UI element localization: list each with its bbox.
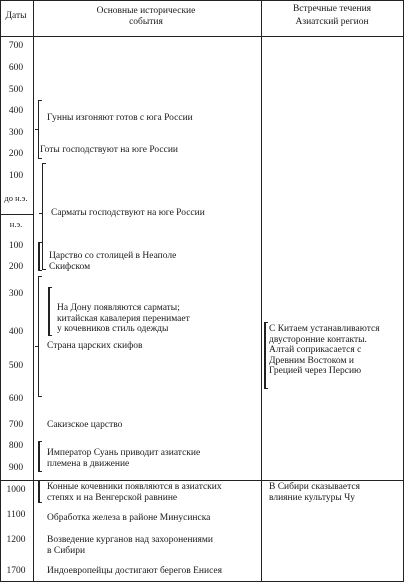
header-events-line1: Основные исторические — [96, 6, 196, 16]
date-cell: 100 — [8, 241, 24, 251]
header-events — [32, 6, 260, 28]
header-divider — [1, 36, 403, 37]
event-sakiz: Сакизское царство — [47, 420, 123, 430]
date-cell: 1200 — [6, 535, 26, 545]
date-cell: 400 — [8, 106, 24, 116]
counter-china-contacts: С Китаем устанавливаются двусторонние контакты. Алтай соприкасается с Древним Востоком и Грецией через Персию — [269, 324, 380, 376]
date-cell: 800 — [8, 441, 24, 451]
date-cell: 900 — [8, 463, 24, 473]
event-sarmatians: Сарматы господствуют на юге России — [51, 208, 205, 218]
date-cell: 400 — [8, 327, 24, 337]
date-cell: 500 — [8, 85, 24, 95]
date-cell: 700 — [8, 420, 24, 430]
event-neapolis: Царство со столицей в Неаполе Скифском — [49, 251, 177, 272]
header-counter-currents — [262, 4, 402, 28]
event-royal-scythians: Страна царских скифов — [47, 341, 143, 351]
event-indo-europeans: Индоевропейцы достигают берегов Енисея — [47, 566, 223, 576]
date-cell: 300 — [8, 289, 24, 299]
event-don-sarmatians: На Дону появляются сарматы; китайская кавалерия перенимает у кочевников стиль одежды — [57, 303, 190, 334]
row-divider-1000 — [1, 480, 403, 481]
event-horse-nomads: Конные кочевники появляются в азиатских степях и на Венгерской равнине — [47, 482, 222, 503]
date-cell: 1700 — [6, 566, 26, 576]
date-cell-ad: н.э. — [9, 219, 23, 229]
event-huns: Гунны изгоняют готов с юга России — [47, 113, 193, 123]
date-cell: 700 — [8, 41, 24, 51]
date-cell: 1000 — [6, 485, 26, 495]
date-cell: 1100 — [6, 510, 26, 520]
column-divider-events — [261, 1, 262, 581]
date-cell: 600 — [8, 63, 24, 73]
event-iron-working: Обработка железа в районе Минусинска — [47, 513, 211, 523]
column-divider-dates — [33, 1, 34, 581]
counter-chu-culture: В Сибири сказывается влияние культуры Чу — [269, 482, 360, 503]
event-goths: Готы господствуют на юге России — [40, 145, 178, 155]
date-cell: 600 — [8, 394, 24, 404]
date-cell: 300 — [8, 128, 24, 138]
event-kurgans: Возведение курганов над захоронениями в Сибири — [47, 535, 214, 556]
header-dates: Даты — [5, 11, 27, 21]
header-counter-line1: Встречные течения — [292, 4, 372, 14]
era-divider — [1, 214, 33, 215]
header-counter-line2: Азиатский регион — [295, 17, 369, 27]
header-events-line2: события — [129, 17, 163, 27]
date-cell: 200 — [8, 149, 24, 159]
date-cell: 200 — [8, 262, 24, 272]
date-cell: 500 — [8, 361, 24, 371]
event-emperor: Император Суань приводит азиатские племена в движение — [47, 448, 201, 469]
date-cell-bc: до н.э. — [4, 193, 28, 203]
date-cell: 100 — [8, 171, 24, 181]
